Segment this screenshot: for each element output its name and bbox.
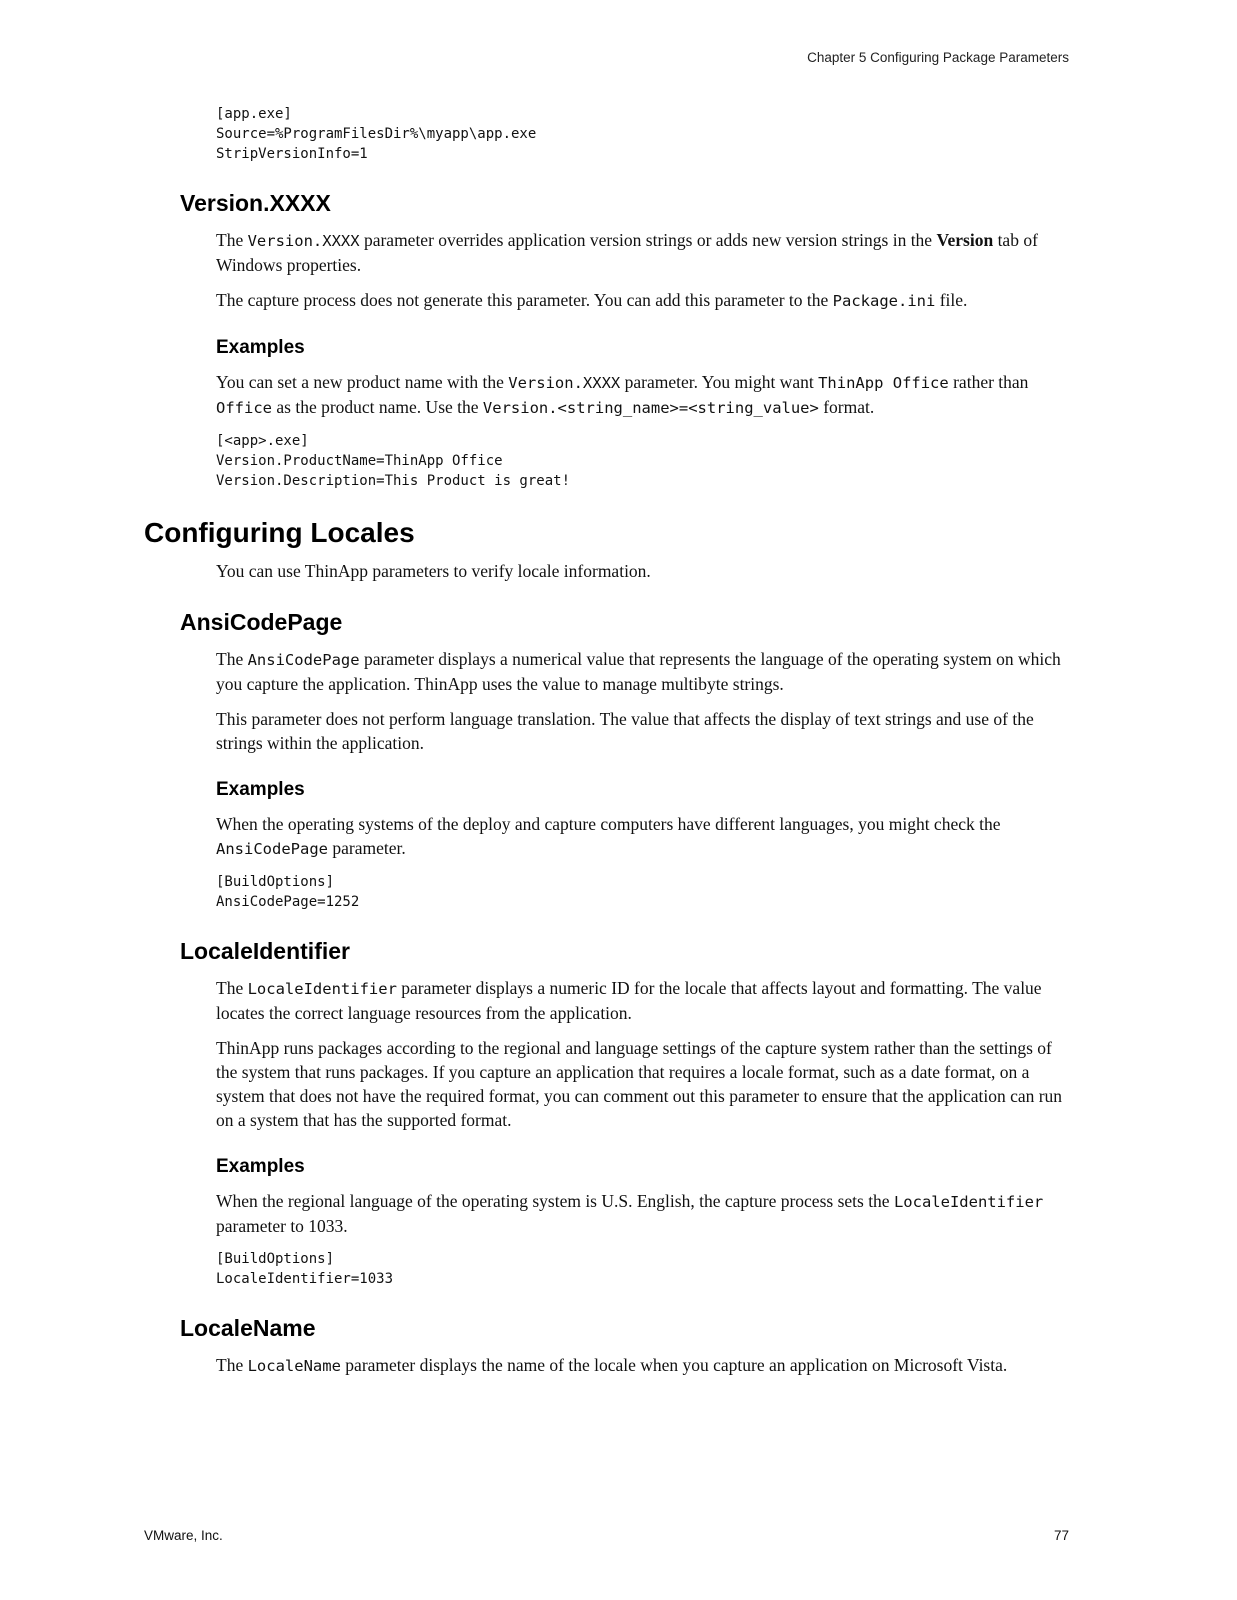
locale-identifier-paragraph-2: ThinApp runs packages according to the regional and language settings of the capture system rather than the settings of the system that runs packages. If you capture an application that requires a locale format, such as a date format, on a system that does not have the required format, you can comment out this parameter to ensure that the application can run on a system that has the supported format. [216, 1038, 1063, 1130]
ansi-code-page-example-paragraph: When the operating systems of the deploy and capture computers have different languages, you might check the AnsiCodePage parameter. [216, 814, 1001, 858]
ansi-code-page-paragraph-1: The AnsiCodePage parameter displays a numerical value that represents the language of the operating system on which you capture the application. ThinApp uses the value to manage multibyte strings. [216, 649, 1061, 694]
version-xxxx-example-paragraph: You can set a new product name with the Version.XXXX parameter. You might want ThinApp Office rather than Office as the product name. Use the Version.<string_name>=<string_value> format. [216, 372, 1029, 417]
locale-name-paragraph-1: The LocaleName parameter displays the name of the locale when you capture an application on Microsoft Vista. [216, 1355, 1008, 1375]
section-heading-locale-identifier: LocaleIdentifier [180, 938, 350, 964]
section-heading-locale-name: LocaleName [180, 1315, 316, 1341]
running-header: Chapter 5 Configuring Package Parameters [807, 50, 1069, 65]
locale-identifier-paragraph-1: The LocaleIdentifier parameter displays a numeric ID for the locale that affects layout and formatting. The value locates the correct language resources from the application. [216, 978, 1042, 1023]
examples-heading: Examples [216, 337, 305, 358]
code-block-ansi-code-page: [BuildOptions] AnsiCodePage=1252 [216, 874, 360, 910]
code-block-app-exe: [app.exe] Source=%ProgramFilesDir%\myapp\app.exe StripVersionInfo=1 [216, 106, 537, 162]
section-heading-version-xxxx: Version.XXXX [180, 190, 331, 216]
footer-company: VMware, Inc. [144, 1528, 223, 1543]
ansi-code-page-paragraph-2: This parameter does not perform language translation. The value that affects the display of text strings and use of the strings within the application. [216, 709, 1034, 753]
page-content [0, 104, 1237, 1378]
version-xxxx-paragraph-2: The capture process does not generate this parameter. You can add this parameter to the Package.ini file. [216, 290, 968, 310]
section-heading-ansi-code-page: AnsiCodePage [180, 609, 343, 635]
code-block-version-xxxx: [<app>.exe] Version.ProductName=ThinApp Office Version.Description=This Product is great! [216, 433, 571, 489]
configuring-locales-intro: You can use ThinApp parameters to verify locale information. [216, 561, 651, 581]
code-block-locale-identifier: [BuildOptions] LocaleIdentifier=1033 [216, 1251, 394, 1287]
version-xxxx-paragraph-1: The Version.XXXX parameter overrides application version strings or adds new version strings in the Version tab of Windows properties. [216, 230, 1038, 275]
page-number: 77 [1053, 1528, 1069, 1543]
examples-heading: Examples [216, 779, 305, 800]
chapter-section-heading-configuring-locales: Configuring Locales [144, 517, 415, 548]
examples-heading: Examples [216, 1156, 305, 1177]
locale-identifier-example-paragraph: When the regional language of the operating system is U.S. English, the capture process sets the LocaleIdentifier parameter to 1033. [216, 1191, 1044, 1236]
